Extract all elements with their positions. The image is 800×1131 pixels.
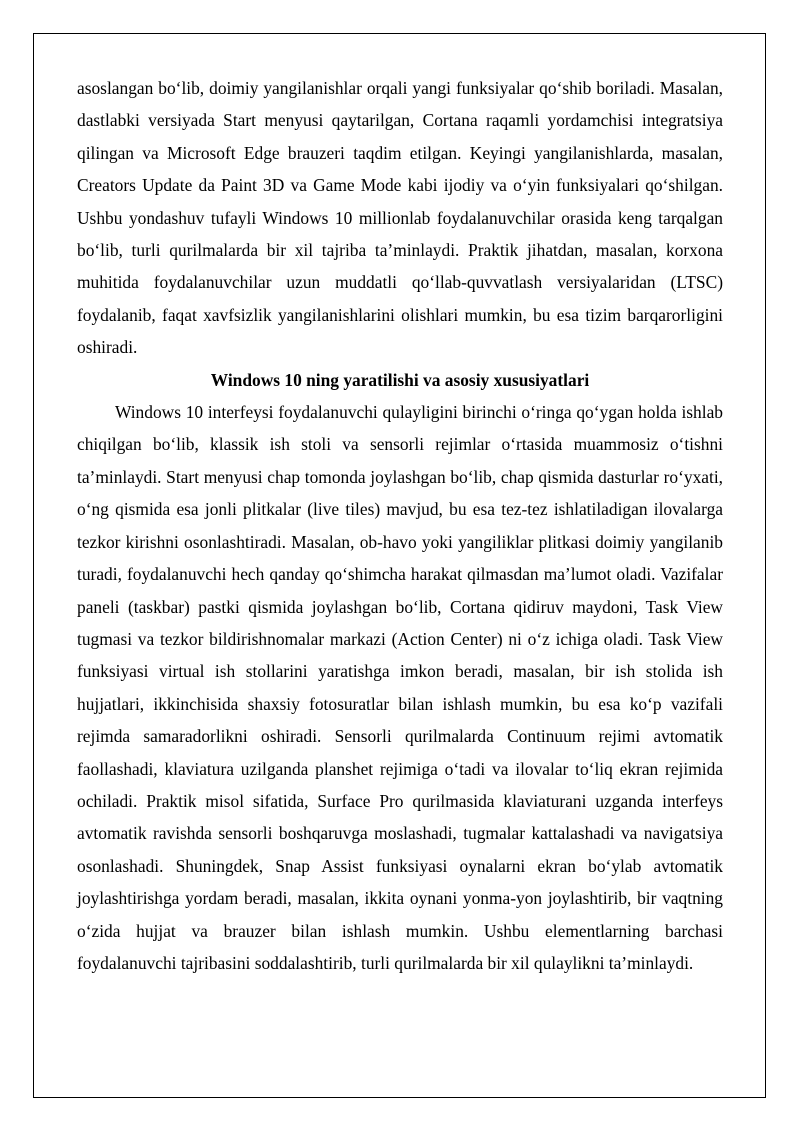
document-body: [77, 72, 723, 979]
paragraph-interface: Windows 10 interfeysi foydalanuvchi qulayligini birinchi o‘ringa qo‘ygan holda ishlab chiqilgan bo‘lib, klassik ish stoli va sensorli rejimlar o‘rtasida muammosiz o‘tishni ta’minlaydi. Start menyusi chap tomonda joylashgan bo‘lib, chap qismida dasturlar ro‘yxati, o‘ng qismida esa jonli plitkalar (live tiles) mavjud, bu esa tez-tez ishlatiladigan ilovalarga tezkor kirishni osonlashtiradi. Masalan, ob-havo yoki yangiliklar plitkasi doimiy yangilanib turadi, foydalanuvchi hech qanday qo‘shimcha harakat qilmasdan ma’lumot oladi. Vazifalar paneli (taskbar) pastki qismida joylashgan bo‘lib, Cortana qidiruv maydoni, Task View tugmasi va tezkor bildirishnomalar markazi (Action Center) ni o‘z ichiga oladi. Task View funksiyasi virtual ish stollarini yaratishga imkon beradi, masalan, bir ish stolida ish hujjatlari, ikkinchisida shaxsiy fotosuratlar bilan ishlash mumkin, bu esa ko‘p vazifali rejimda samaradorlikni oshiradi. Sensorli qurilmalarda Continuum rejimi avtomatik faollashadi, klaviatura uzilganda planshet rejimiga o‘tadi va ilovalar to‘liq ekran rejimida ochiladi. Praktik misol sifatida, Surface Pro qurilmasida klaviaturani uzganda interfeys avtomatik ravishda sensorli boshqaruvga moslashadi, tugmalar kattalashadi va navigatsiya osonlashadi. Shuningdek, Snap Assist funksiyasi oynalarni ekran bo‘ylab avtomatik joylashtirishga yordam beradi, masalan, ikkita oynani yonma-yon joylashtirib, bir vaqtning o‘zida hujjat va brauzer bilan ishlash mumkin. Ushbu elementlarning barchasi foydalanuvchi tajribasini soddalashtirib, turli qurilmalarda bir xil qulaylikni ta’minlaydi.: [77, 402, 723, 973]
paragraph-continuation: asoslangan bo‘lib, doimiy yangilanishlar orqali yangi funksiyalar qo‘shib boriladi. Masalan, dastlabki versiyada Start menyusi qaytarilgan, Cortana raqamli yordamchisi integratsiya qilingan va Microsoft Edge brauzeri taqdim etilgan. Keyingi yangilanishlarda, masalan, Creators Update da Paint 3D va Game Mode kabi ijodiy va o‘yin funksiyalari qo‘shilgan. Ushbu yondashuv tufayli Windows 10 millionlab foydalanuvchilar orasida keng tarqalgan bo‘lib, turli qurilmalarda bir xil tajriba ta’minlaydi. Praktik jihatdan, masalan, korxona muhitida foydalanuvchilar uzun muddatli qo‘llab-quvvatlash versiyalaridan (LTSC) foydalanib, faqat xavfsizlik yangilanishlarini olishlari mumkin, bu esa tizim barqarorligini oshiradi.: [77, 78, 723, 358]
section-heading: Windows 10 ning yaratilishi va asosiy xususiyatlari: [210, 369, 590, 390]
